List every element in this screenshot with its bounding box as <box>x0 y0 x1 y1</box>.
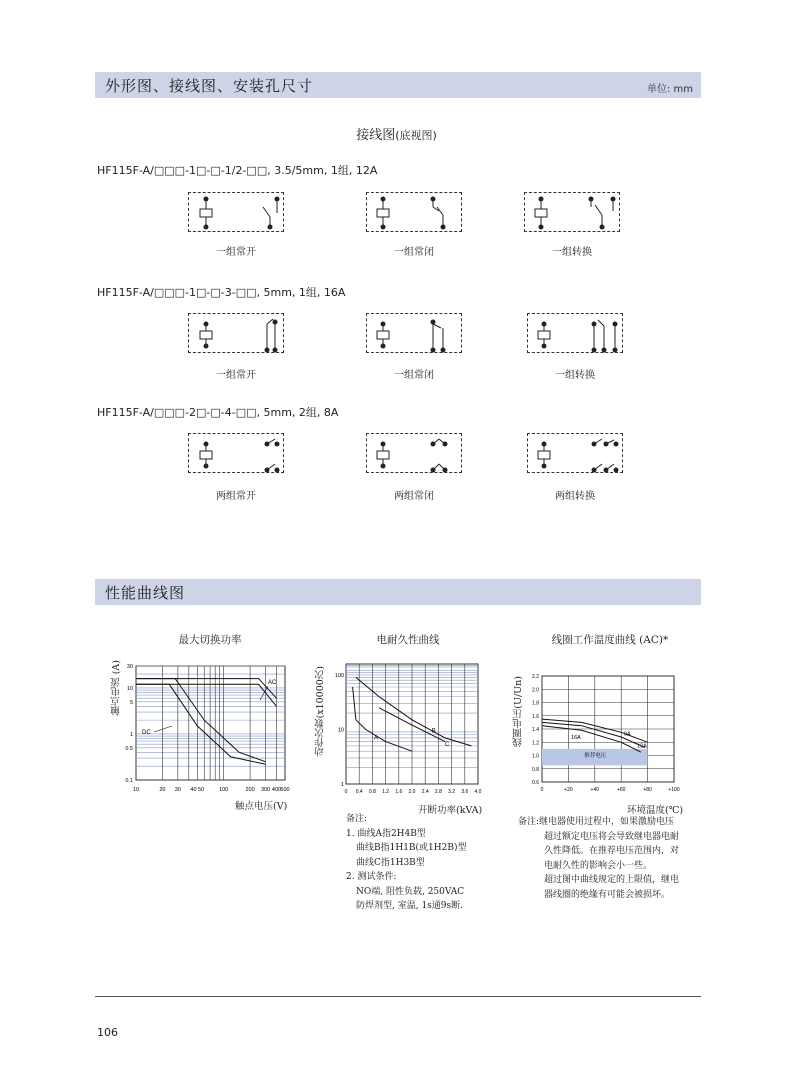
footer-rule <box>95 996 701 997</box>
page-number: 106 <box>97 1026 118 1039</box>
section-header-dimensions <box>95 72 701 98</box>
y-axis-title: 动作次数(x10000次) <box>315 666 326 757</box>
y-tick-label: 30 <box>126 664 133 670</box>
wiring-diagram-3-co <box>527 433 623 473</box>
x-tick-label: +100 <box>668 787 680 793</box>
section-title: 性能曲线图 <box>105 584 186 602</box>
chart-svg-2 <box>328 660 488 795</box>
x-tick-label: 100 <box>219 787 229 793</box>
chart-title-endurance: 电耐久性曲线 <box>376 634 440 646</box>
x-tick-label: 400 <box>271 787 282 793</box>
y-tick-label: 0.6 <box>532 780 539 786</box>
notes-coil <box>518 815 679 902</box>
wiring-symbol <box>189 193 285 233</box>
x-tick-label: 30 <box>174 787 181 793</box>
note-line: 曲线B指1H1B(或1H2B)型 <box>356 843 467 853</box>
x-tick-label: 300 <box>260 787 271 793</box>
note-label: 备注: <box>518 817 540 827</box>
series-label-b: B <box>431 728 436 735</box>
notes-endurance <box>346 812 466 914</box>
y-tick-label: 2.0 <box>532 687 539 694</box>
wiring-symbol <box>189 434 285 474</box>
y-tick-label: 1.0 <box>532 753 539 760</box>
y-tick-label: 1.6 <box>532 713 539 720</box>
x-tick-label: 0 <box>344 789 348 795</box>
x-axis-title: 开断功率(kVA) <box>418 805 483 816</box>
chart-svg-1 <box>110 660 290 795</box>
series-label-ac: AC <box>268 680 277 686</box>
wiring-title <box>0 124 793 143</box>
wiring-diagram-1-nc <box>366 192 462 232</box>
y-tick-label: 1 <box>129 731 133 738</box>
wiring-symbol <box>189 314 285 354</box>
series-label-0a: 0A <box>623 731 631 738</box>
chart-title-coil-temp: 线圈工作温度曲线 (AC)* <box>551 634 669 646</box>
y-tick-label: 10 <box>337 727 344 734</box>
x-tick-label: +80 <box>643 787 652 793</box>
x-tick-label: 0.8 <box>368 789 376 795</box>
wiring-symbol <box>367 193 463 233</box>
wiring-title-text: 接线图 <box>356 128 396 143</box>
y-tick-label: 0.8 <box>532 766 539 773</box>
x-axis-title: 触点电压(V) <box>235 801 288 812</box>
wiring-diagram-2-nc <box>366 313 462 353</box>
note-line: 1. 曲线A指2H4B型 <box>346 828 426 839</box>
series-label-c: C <box>445 741 450 748</box>
x-tick-label: +60 <box>616 787 626 793</box>
y-tick-label: 1.8 <box>532 700 539 707</box>
wiring-diagram-3-nc <box>366 433 462 473</box>
wiring-diagram-1-no <box>188 192 284 232</box>
model-line-3: HF115F-A/□□□-2□-□-4-□□, 5mm, 2组, 8A <box>97 406 339 419</box>
y-tick-label: 5 <box>129 699 133 706</box>
wiring-diagram-1-co <box>524 192 620 232</box>
diagram-caption: 两组常开 <box>216 491 256 502</box>
y-tick-label: 2.2 <box>532 674 539 680</box>
wiring-symbol <box>367 314 463 354</box>
x-tick-label: 3.2 <box>448 789 456 795</box>
y-tick-label: 100 <box>334 672 344 679</box>
wiring-diagram-3-no <box>188 433 284 473</box>
diagram-caption: 一组转换 <box>555 370 595 381</box>
y-axis-title: 触点电流 (A) <box>111 660 122 716</box>
note-line: NO端, 阻性负载, 250VAC <box>356 886 465 897</box>
y-tick-label: 1 <box>340 782 344 788</box>
x-tick-label: 2.8 <box>434 789 442 795</box>
wiring-symbol <box>528 434 624 474</box>
x-tick-label: 2.0 <box>408 789 416 795</box>
model-line-1: HF115F-A/□□□-1□-□-1/2-□□, 3.5/5mm, 1组, 12A <box>97 164 378 177</box>
wiring-title-note: (底视图) <box>395 129 437 142</box>
band-label: 推荐电压 <box>584 752 607 759</box>
diagram-caption: 一组常闭 <box>394 370 434 381</box>
x-tick-label: 20 <box>159 787 166 793</box>
y-tick-label: 0.1 <box>125 778 133 784</box>
x-axis-title: 环境温度(℃) <box>627 805 684 816</box>
y-tick-label: 10 <box>126 685 133 692</box>
x-tick-label: 200 <box>245 787 255 793</box>
note-line: 防焊剂型, 室温, 1s通9s断. <box>356 901 463 911</box>
x-tick-label: 3.6 <box>461 789 469 795</box>
y-tick-label: 1.2 <box>532 740 539 747</box>
diagram-caption: 一组常闭 <box>394 247 434 258</box>
x-tick-label: 4.0 <box>474 789 482 795</box>
x-tick-label: 500 <box>280 787 290 793</box>
note-line: 超过额定电压将会导致继电器电耐 <box>544 831 680 842</box>
note-line: 久性降低。在推荐电压范围内，对 <box>544 846 680 856</box>
wiring-symbol <box>528 314 624 354</box>
diagram-caption: 一组常开 <box>216 370 256 381</box>
y-tick-label: 1.4 <box>532 727 539 733</box>
x-tick-label: +20 <box>564 787 573 793</box>
x-tick-label: 10 <box>132 787 140 793</box>
note-label: 备注: <box>346 814 368 824</box>
note-line: 器线圈的绝缘有可能会被损坏。 <box>544 889 671 900</box>
chart-svg-3 <box>524 672 684 794</box>
note-line: 电耐久性的影响会小一些。 <box>544 860 653 871</box>
y-axis-title: 线圈电压(U/Un) <box>513 676 524 747</box>
x-tick-label: 0.4 <box>355 789 363 795</box>
section-title: 外形图、接线图、安装孔尺寸 <box>105 77 314 95</box>
series-label-12a: 12A <box>637 743 647 750</box>
model-line-2: HF115F-A/□□□-1□-□-3-□□, 5mm, 1组, 16A <box>97 286 346 299</box>
diagram-caption: 两组常闭 <box>394 491 434 502</box>
chart-max-switching-power <box>110 660 290 795</box>
chart-endurance <box>328 660 488 795</box>
wiring-symbol <box>525 193 621 233</box>
section-header-performance <box>95 579 701 605</box>
note-line: 2. 测试条件: <box>346 872 397 882</box>
diagram-caption: 一组转换 <box>552 247 592 258</box>
note-line: 超过图中曲线规定的上限值，继电 <box>544 875 680 885</box>
wiring-diagram-2-co <box>527 313 623 353</box>
wiring-symbol <box>367 434 463 474</box>
chart-title-power: 最大切换功率 <box>178 634 242 646</box>
wiring-diagram-2-no <box>188 313 284 353</box>
x-tick-label: 1.2 <box>382 789 390 795</box>
note-line: 继电器使用过程中，如果激励电压 <box>539 817 675 827</box>
unit-label: 单位: mm <box>646 84 693 95</box>
y-tick-label: 0.5 <box>125 745 133 752</box>
diagram-caption: 两组转换 <box>555 491 595 502</box>
x-tick-label: 40 50 <box>190 787 205 793</box>
note-line: 曲线C指1H3B型 <box>356 857 425 868</box>
x-tick-label: 0 <box>540 787 544 793</box>
series-label-dc: DC <box>142 730 151 736</box>
x-tick-label: 2.4 <box>421 789 429 795</box>
x-tick-label: 1.6 <box>395 789 403 795</box>
diagram-caption: 一组常开 <box>216 247 256 258</box>
x-tick-label: +40 <box>590 787 600 793</box>
series-label-a: A <box>374 735 379 742</box>
chart-coil-temperature <box>524 672 684 794</box>
series-label-16a: 16A <box>571 734 581 741</box>
